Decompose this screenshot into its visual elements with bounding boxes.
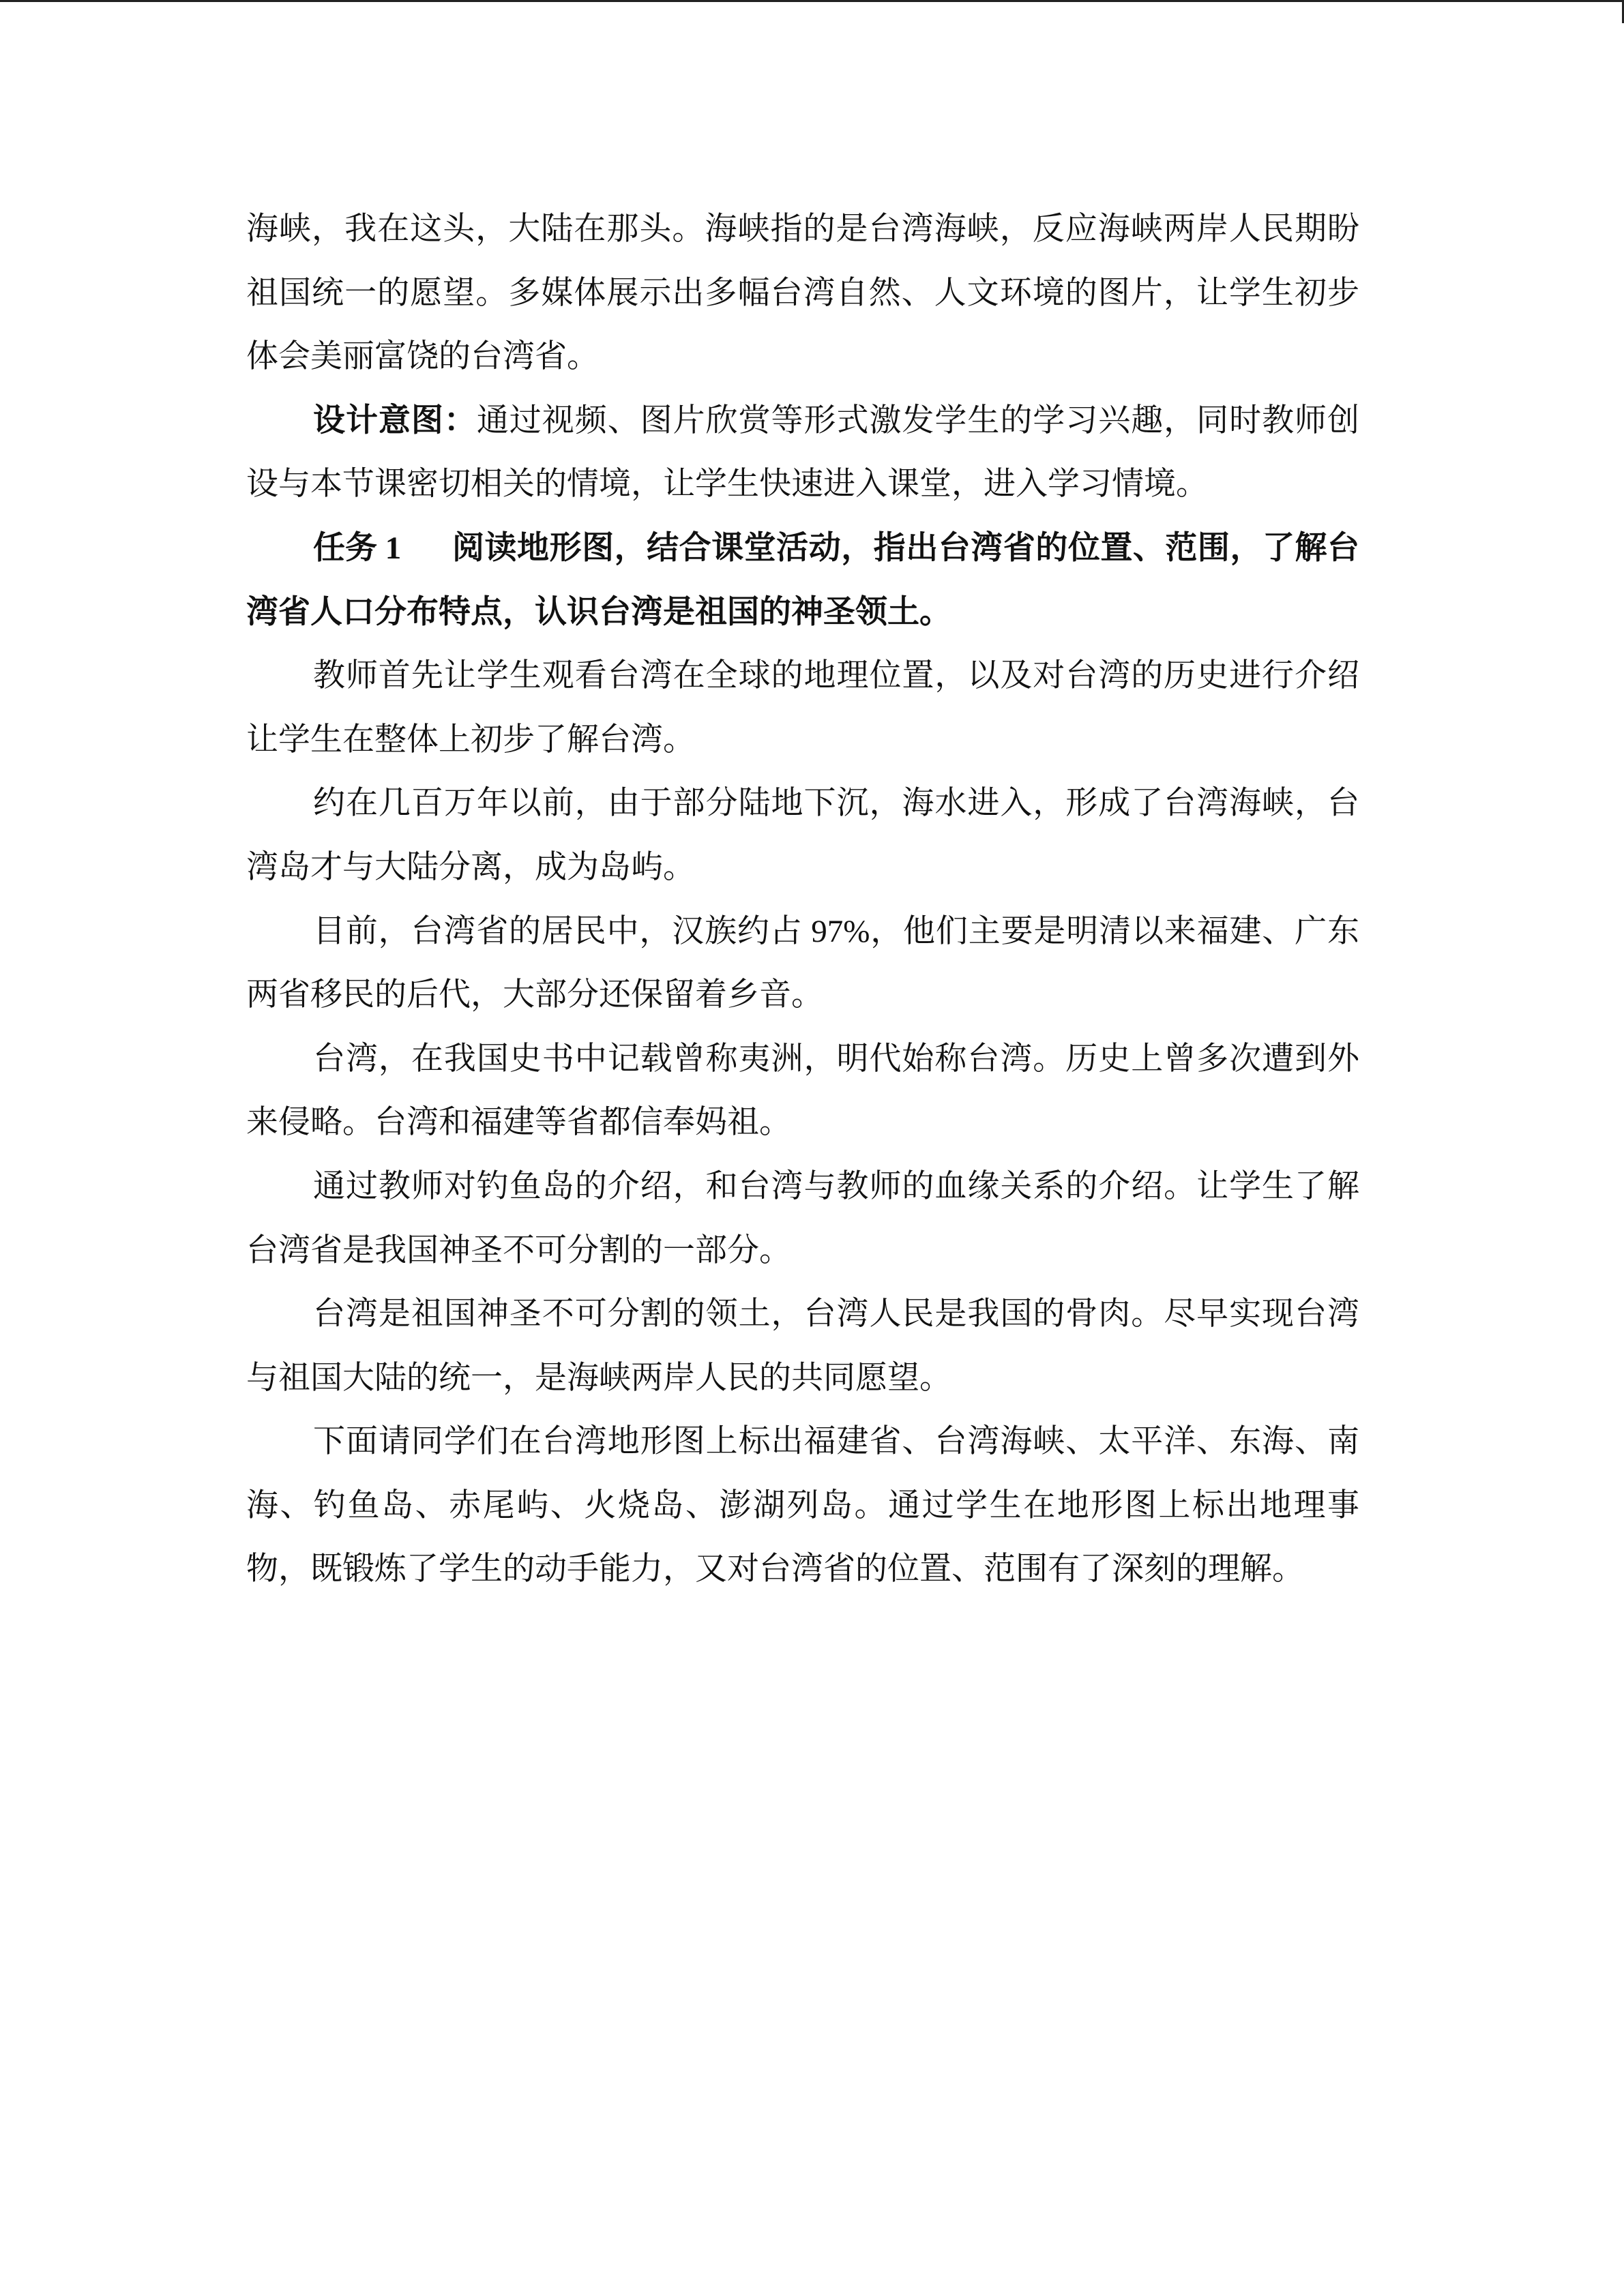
paragraph <box>246 1155 1359 1283</box>
text-line: 海峡，我在这头，大陆在那头。海峡指的是台湾海峡，反应海峡两岸人民期盼 <box>246 211 1359 247</box>
text-line: 目前，台湾省的居民中，汉族约占 97%，他们主要是明清以来福建、广东 <box>313 913 1359 949</box>
paragraph <box>246 1410 1359 1602</box>
paragraph <box>246 644 1359 772</box>
text-line: 台湾省是我国神圣不可分割的一部分。 <box>246 1232 791 1268</box>
paragraph <box>246 1283 1359 1410</box>
paragraph <box>246 1028 1359 1155</box>
text-line: 两省移民的后代，大部分还保留着乡音。 <box>246 977 823 1013</box>
text-line: 来侵略。台湾和福建等省都信奉妈祖。 <box>246 1105 791 1141</box>
design-intent-text: 通过视频、图片欣赏等形式激发学生的学习兴趣，同时教师创 <box>476 402 1360 438</box>
text-line: 湾岛才与大陆分离，成为岛屿。 <box>246 849 695 885</box>
text-line: 体会美丽富饶的台湾省。 <box>246 339 599 375</box>
text-line: 设与本节课密切相关的情境，让学生快速进入课堂，进入学习情境。 <box>246 466 1208 503</box>
text-line: 与祖国大陆的统一，是海峡两岸人民的共同愿望。 <box>246 1360 951 1396</box>
text-line: 通过教师对钓鱼岛的介绍，和台湾与教师的血缘关系的介绍。让学生了解 <box>313 1168 1359 1204</box>
task-heading-line: 湾省人口分布特点，认识台湾是祖国的神圣领土。 <box>246 594 951 630</box>
task-heading-text: 阅读地形图，结合课堂活动，指出台湾省的位置、范围，了解台 <box>452 530 1359 566</box>
design-intent-label: 设计意图： <box>313 402 477 438</box>
text-line: 台湾，在我国史书中记载曾称夷洲，明代始称台湾。历史上曾多次遭到外 <box>313 1041 1359 1077</box>
paragraph-design-intent <box>246 389 1359 517</box>
paragraph-intro-continuation <box>246 198 1359 389</box>
text-line: 教师首先让学生观看台湾在全球的地理位置，以及对台湾的历史进行介绍 <box>313 658 1359 694</box>
paragraph-task-heading <box>246 517 1359 644</box>
text-line: 台湾是祖国神圣不可分割的领土，台湾人民是我国的骨肉。尽早实现台湾 <box>313 1296 1359 1332</box>
text-line: 海、钓鱼岛、赤尾屿、火烧岛、澎湖列岛。通过学生在地形图上标出地理事 <box>246 1487 1359 1523</box>
text-line: 物，既锻炼了学生的动手能力，又对台湾省的位置、范围有了深刻的理解。 <box>246 1551 1304 1587</box>
document-body <box>246 198 1359 1602</box>
text-line: 下面请同学们在台湾地形图上标出福建省、台湾海峡、太平洋、东海、南 <box>313 1424 1359 1460</box>
paragraph <box>246 900 1359 1028</box>
paragraph <box>246 772 1359 899</box>
text-line <box>246 389 1359 453</box>
text-line: 让学生在整体上初步了解台湾。 <box>246 721 695 758</box>
page-edge-top <box>0 0 1624 2</box>
task-heading-line <box>246 517 1359 581</box>
text-line: 祖国统一的愿望。多媒体展示出多幅台湾自然、人文环境的图片，让学生初步 <box>246 275 1359 311</box>
task-label: 任务 1 <box>313 530 402 566</box>
text-line: 约在几百万年以前，由于部分陆地下沉，海水进入，形成了台湾海峡，台 <box>313 786 1359 822</box>
